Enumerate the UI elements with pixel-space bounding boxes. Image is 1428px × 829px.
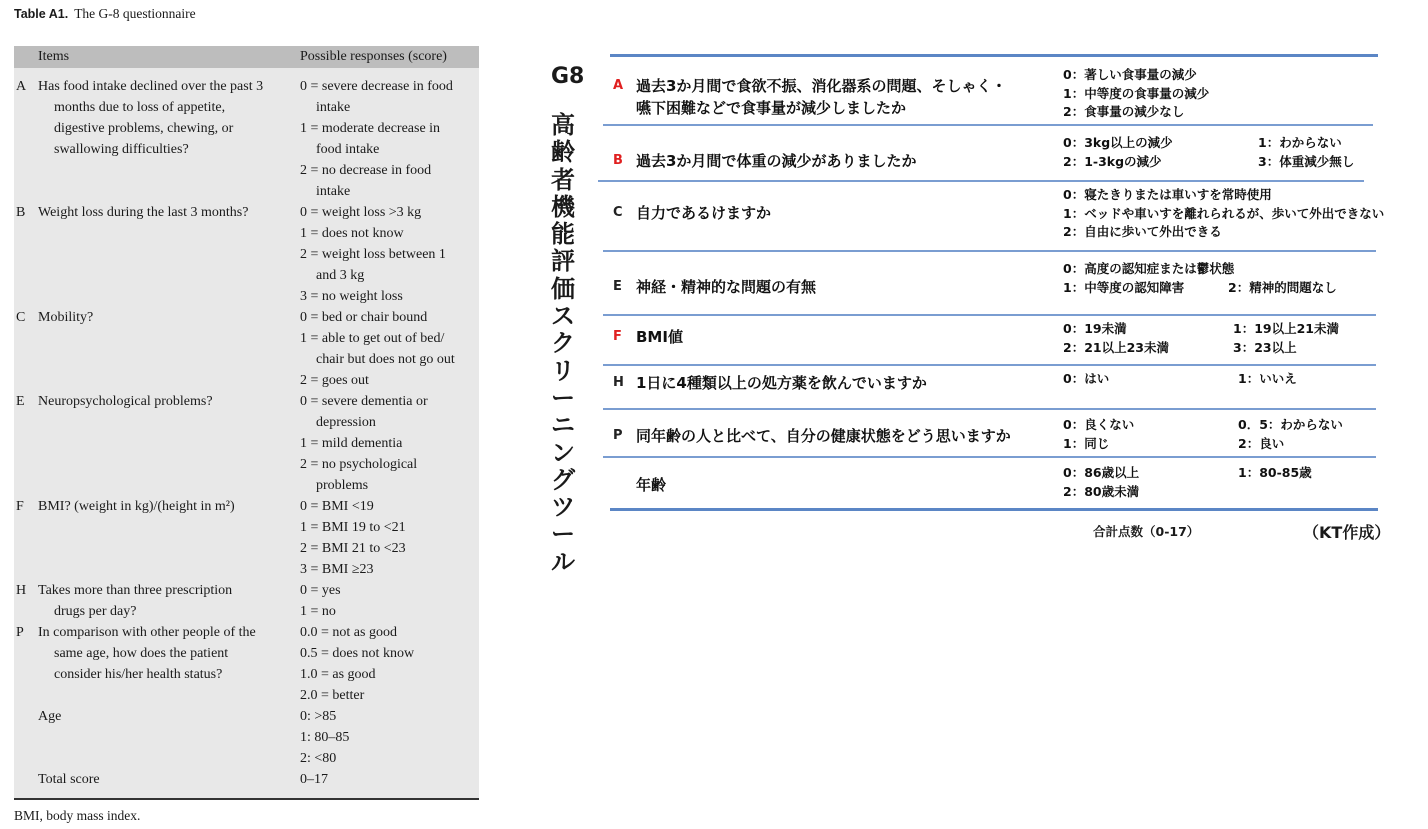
item-line: consider his/her health status? xyxy=(54,667,223,682)
response-line: 0: >85 xyxy=(300,709,337,724)
question-line: 自力であるけますか xyxy=(636,204,772,222)
g8-label: G8 xyxy=(551,64,585,89)
title-char: 機 xyxy=(551,192,575,221)
question-line: 1日に4種類以上の処方薬を飲んでいますか xyxy=(636,374,927,392)
response-line: 3 = no weight loss xyxy=(300,289,403,304)
option-text: 2：食事量の減少なし xyxy=(1063,104,1185,119)
option-text: 1：わからない xyxy=(1258,135,1342,150)
title-char: ツ xyxy=(551,493,575,522)
response-line: 0 = severe dementia or xyxy=(300,394,428,409)
option-text: 0．5：わからない xyxy=(1238,417,1343,432)
title-char: 評 xyxy=(551,247,575,276)
title-char: 高 xyxy=(551,111,575,139)
option-text: 2：21以上23未満 xyxy=(1063,339,1169,355)
option-text: 0：19未満 xyxy=(1063,321,1127,336)
item-line: months due to loss of appetite, xyxy=(54,100,226,115)
option-text: 2：精神的問題なし xyxy=(1228,279,1337,295)
response-line: 0.0 = not as good xyxy=(300,625,397,640)
row-responses xyxy=(300,202,480,307)
row-responses xyxy=(300,496,480,580)
response-line: 0 = severe decrease in food xyxy=(300,79,453,94)
response-line: 0–17 xyxy=(300,772,328,787)
row-responses xyxy=(300,580,480,622)
option-text: 2：良い xyxy=(1238,435,1285,451)
option-text: 3：体重減少無し xyxy=(1258,153,1355,169)
row-item xyxy=(38,580,298,622)
question-text xyxy=(636,425,1011,447)
row-code: F xyxy=(16,499,24,514)
title-char: ク xyxy=(551,329,575,358)
response-line: 1 = mild dementia xyxy=(300,436,403,451)
response-line: 0 = bed or chair bound xyxy=(300,310,428,325)
caption-label: Table A1. xyxy=(14,7,69,21)
row-separator xyxy=(603,364,1376,366)
title-char: グ xyxy=(551,465,575,494)
response-line: and 3 kg xyxy=(316,268,365,283)
response-line: 0 = BMI <19 xyxy=(300,499,374,514)
option-text: 1：同じ xyxy=(1063,435,1110,451)
item-line: digestive problems, chewing, or xyxy=(54,121,234,136)
table-caption xyxy=(14,6,196,22)
response-line: 2 = BMI 21 to <23 xyxy=(300,541,406,556)
row-separator xyxy=(603,250,1376,252)
response-line: food intake xyxy=(316,142,380,157)
g8-english-table xyxy=(14,46,479,800)
item-line: Total score xyxy=(38,772,100,787)
response-line: 2 = weight loss between 1 xyxy=(300,247,446,262)
row-separator xyxy=(603,408,1376,410)
row-responses xyxy=(300,706,480,769)
row-code: A xyxy=(16,79,27,94)
option-text: 0：寝たきりまたは車いすを常時使用 xyxy=(1063,187,1272,202)
question-code: F xyxy=(613,329,622,344)
option-text: 0：86歳以上 xyxy=(1063,465,1140,480)
title-char: リ xyxy=(551,356,575,385)
row-separator xyxy=(603,124,1373,126)
row-responses xyxy=(300,769,480,790)
row-item xyxy=(38,706,298,727)
option-text: 3：23以上 xyxy=(1233,339,1297,355)
title-char: ン xyxy=(551,438,575,467)
option-text: 1：中等度の認知障害 xyxy=(1063,279,1185,295)
response-line: 1 = does not know xyxy=(300,226,404,241)
header-responses: Possible responses (score) xyxy=(300,49,447,64)
bottom-rule xyxy=(610,508,1378,511)
question-code: B xyxy=(613,153,623,168)
question-text xyxy=(636,202,771,224)
row-item xyxy=(38,769,298,790)
caption-text: The G-8 questionnaire xyxy=(74,6,196,21)
item-line: drugs per day? xyxy=(54,604,137,619)
row-responses xyxy=(300,76,480,202)
table-header xyxy=(14,46,479,68)
response-line: 2.0 = better xyxy=(300,688,365,703)
response-line: 2 = no psychological xyxy=(300,457,418,472)
row-code: E xyxy=(16,394,25,409)
option-text: 1：中等度の食事量の減少 xyxy=(1063,85,1210,101)
question-line: 過去3か月間で体重の減少がありましたか xyxy=(636,152,917,170)
row-code: C xyxy=(16,310,26,325)
item-line: Age xyxy=(38,709,62,724)
title-char: ル xyxy=(551,547,575,576)
row-item xyxy=(38,391,298,412)
response-line: 2 = goes out xyxy=(300,373,369,388)
item-line: Mobility? xyxy=(38,310,94,325)
response-line: 1 = able to get out of bed/ xyxy=(300,331,445,346)
item-line: swallowing difficulties? xyxy=(54,142,189,157)
option-text: 2：自由に歩いて外出できる xyxy=(1063,224,1222,239)
question-text xyxy=(636,276,816,298)
response-line: 1: 80–85 xyxy=(300,730,350,745)
credit-label: （KT作成） xyxy=(1303,523,1391,542)
row-item xyxy=(38,622,298,685)
item-line: BMI? (weight in kg)/(height in m²) xyxy=(38,499,235,514)
response-line: intake xyxy=(316,100,351,115)
option-text: 2：80歳未満 xyxy=(1063,483,1140,499)
response-line: 1.0 = as good xyxy=(300,667,376,682)
response-line: 3 = BMI ≥23 xyxy=(300,562,374,577)
row-responses xyxy=(300,622,480,706)
question-text xyxy=(636,474,666,496)
footnote: BMI, body mass index. xyxy=(14,808,141,823)
response-line: 1 = no xyxy=(300,604,336,619)
response-line: 2 = no decrease in food xyxy=(300,163,432,178)
option-text: 0：はい xyxy=(1063,371,1110,386)
question-code: C xyxy=(613,205,623,220)
row-code: B xyxy=(16,205,26,220)
option-text: 1：19以上21未満 xyxy=(1233,321,1339,336)
row-item xyxy=(38,307,298,328)
title-char: 価 xyxy=(551,274,575,303)
row-item xyxy=(38,76,298,160)
response-line: 2: <80 xyxy=(300,751,337,766)
option-text: 2：1-3kgの減少 xyxy=(1063,153,1162,169)
question-text xyxy=(636,75,1006,119)
item-line: same age, how does the patient xyxy=(54,646,229,661)
question-code: H xyxy=(613,375,624,390)
response-line: 0.5 = does not know xyxy=(300,646,415,661)
item-line: Neuropsychological problems? xyxy=(38,394,213,409)
response-line: 0 = yes xyxy=(300,583,341,598)
response-line: 1 = BMI 19 to <21 xyxy=(300,520,406,535)
question-line: 嚥下困難などで食事量が減少しましたか xyxy=(636,99,907,117)
row-item xyxy=(38,496,298,517)
title-char: 能 xyxy=(551,220,575,249)
title-char: ー xyxy=(551,520,575,549)
option-text: 0：著しい食事量の減少 xyxy=(1063,67,1197,82)
response-line: intake xyxy=(316,184,351,199)
title-char: ス xyxy=(551,302,575,331)
question-line: 同年齢の人と比べて、自分の健康状態をどう思いますか xyxy=(636,427,1011,445)
option-text: 0：高度の認知症または鬱状態 xyxy=(1063,261,1235,276)
response-line: 0 = weight loss >3 kg xyxy=(300,205,422,220)
total-score-label: 合計点数（0-17） xyxy=(1093,524,1200,539)
question-text xyxy=(636,372,927,394)
title-char: ニ xyxy=(551,411,575,440)
row-separator xyxy=(603,456,1376,458)
question-line: 年齢 xyxy=(636,476,667,494)
option-text: 1：80-85歳 xyxy=(1238,465,1312,480)
option-text: 0：良くない xyxy=(1063,417,1135,432)
question-code: E xyxy=(613,279,622,294)
g8-japanese-table xyxy=(598,52,1428,552)
question-code: A xyxy=(613,78,624,93)
question-line: 過去3か月間で食欲不振、消化器系の問題、そしゃく・ xyxy=(636,77,1007,95)
response-line: 1 = moderate decrease in xyxy=(300,121,441,136)
row-code: H xyxy=(16,583,27,598)
top-rule xyxy=(610,54,1378,57)
row-responses xyxy=(300,307,480,391)
title-char: ー xyxy=(551,383,575,412)
option-text: 1：いいえ xyxy=(1238,371,1297,386)
title-char: 者 xyxy=(551,165,575,194)
title-char: 齢 xyxy=(551,138,575,167)
header-items: Items xyxy=(38,49,70,64)
question-code: P xyxy=(613,428,623,443)
item-line: In comparison with other people of the xyxy=(38,625,256,640)
option-text: 1：ベッドや車いすを離れられるが、歩いて外出できない xyxy=(1063,205,1385,221)
vertical-title xyxy=(550,112,576,576)
question-line: 神経・精神的な問題の有無 xyxy=(636,278,817,296)
row-code: P xyxy=(16,625,24,640)
row-responses xyxy=(300,391,480,496)
response-line: chair but does not go out xyxy=(316,352,455,367)
item-line: Has food intake declined over the past 3 xyxy=(38,79,264,94)
item-line: Takes more than three prescription xyxy=(38,583,233,598)
option-text: 0：3kg以上の減少 xyxy=(1063,135,1173,150)
response-line: problems xyxy=(316,478,369,493)
question-text xyxy=(636,150,916,172)
row-separator xyxy=(598,180,1364,182)
item-line: Weight loss during the last 3 months? xyxy=(38,205,249,220)
question-line: BMI値 xyxy=(636,328,683,346)
response-line: depression xyxy=(316,415,376,430)
row-item xyxy=(38,202,298,223)
question-text xyxy=(636,326,683,348)
row-separator xyxy=(603,314,1376,316)
